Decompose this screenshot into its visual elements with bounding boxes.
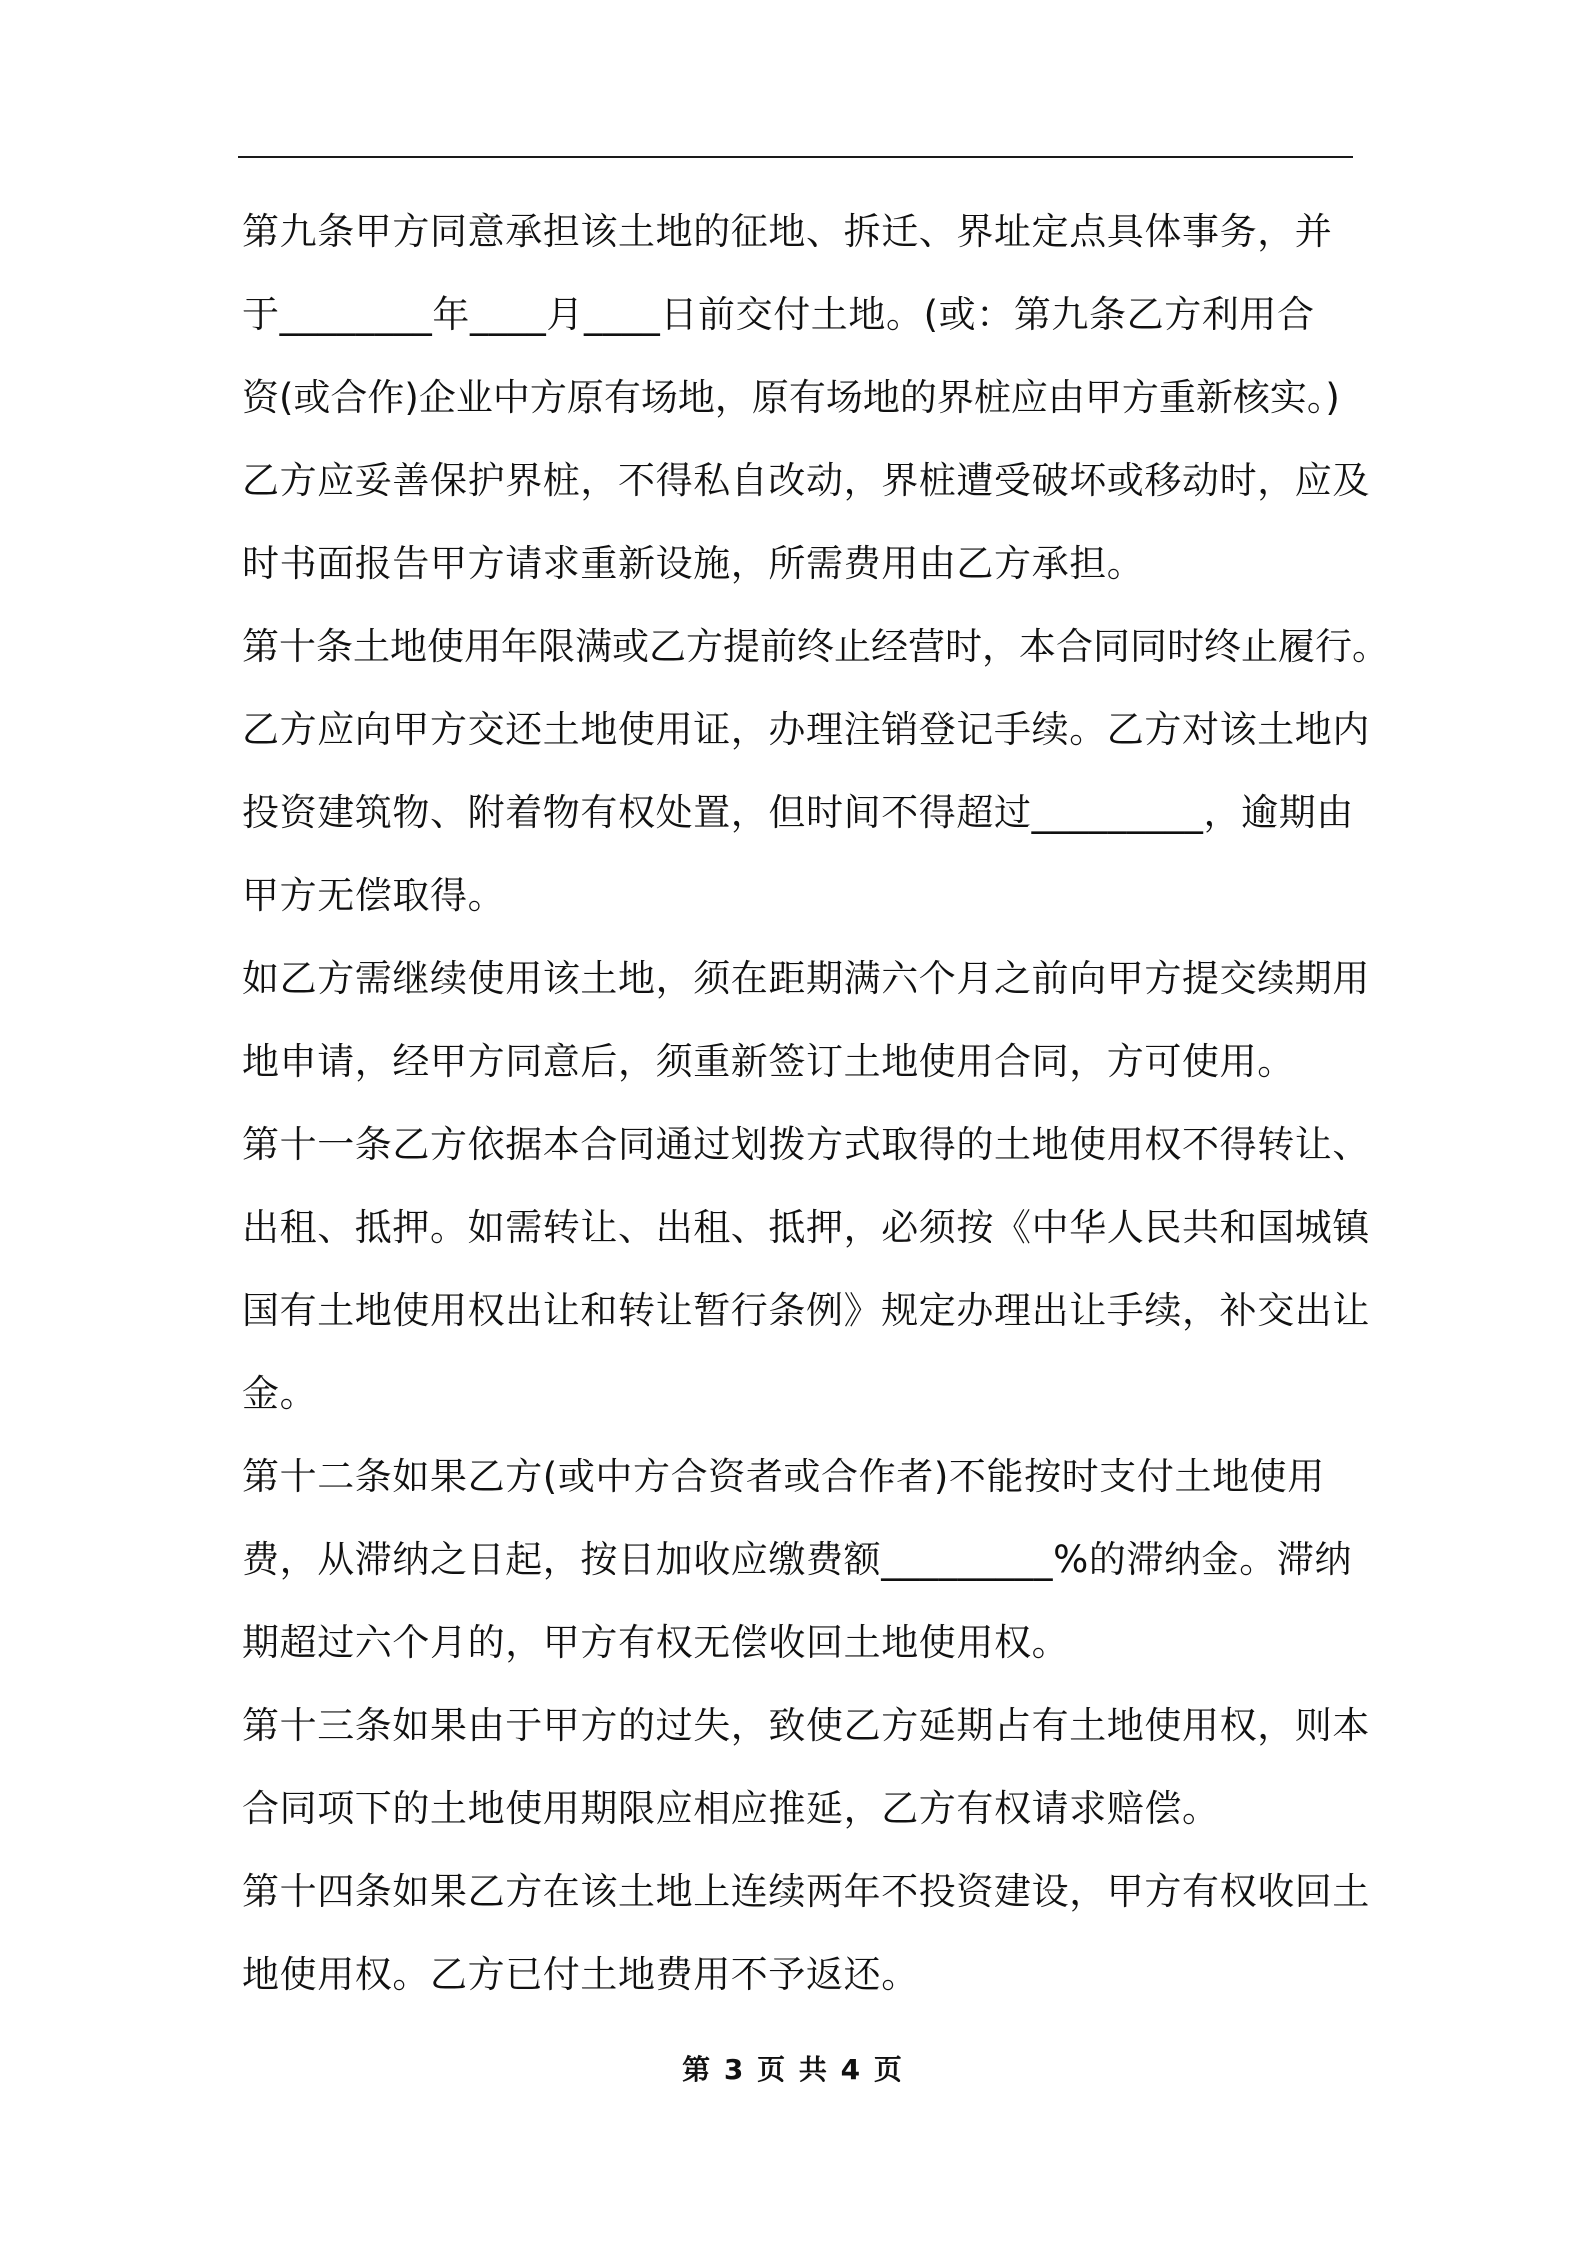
text-line: 地使用权。乙方已付土地费用不予返还。	[242, 1953, 919, 1996]
text-line: 时书面报告甲方请求重新设施，所需费用由乙方承担。	[242, 542, 1145, 585]
text-line: 投资建筑物、附着物有权处置，但时间不得超过_________，逾期由	[242, 791, 1354, 834]
text-line: 第十四条如果乙方在该土地上连续两年不投资建设，甲方有权收回土	[242, 1870, 1370, 1913]
text-line: 资(或合作)企业中方原有场地，原有场地的界桩应由甲方重新核实。)	[242, 376, 1340, 419]
text-line: 费，从滞纳之日起，按日加收应缴费额_________%的滞纳金。滞纳	[242, 1538, 1353, 1581]
text-line: 合同项下的土地使用期限应相应推延，乙方有权请求赔偿。	[242, 1787, 1220, 1830]
page-number: 第 3 页 共 4 页	[682, 2053, 904, 2086]
text-line: 于________年____月____日前交付土地。(或：第九条乙方利用合	[242, 293, 1315, 336]
text-line: 第十三条如果由于甲方的过失，致使乙方延期占有土地使用权，则本	[242, 1704, 1370, 1747]
text-line: 乙方应妥善保护界桩，不得私自改动，界桩遭受破坏或移动时，应及	[242, 459, 1370, 502]
header-rule	[238, 156, 1353, 158]
text-line: 乙方应向甲方交还土地使用证，办理注销登记手续。乙方对该土地内	[242, 708, 1370, 751]
text-line: 地申请，经甲方同意后，须重新签订土地使用合同，方可使用。	[242, 1040, 1295, 1083]
text-line: 第十条土地使用年限满或乙方提前终止经营时，本合同同时终止履行。	[242, 625, 1389, 668]
text-line: 如乙方需继续使用该土地，须在距期满六个月之前向甲方提交续期用	[242, 957, 1370, 1000]
text-line: 甲方无偿取得。	[242, 874, 506, 917]
text-line: 国有土地使用权出让和转让暂行条例》规定办理出让手续，补交出让	[242, 1289, 1370, 1332]
text-line: 第十二条如果乙方(或中方合资者或合作者)不能按时支付土地使用	[242, 1455, 1325, 1498]
contract-body	[242, 190, 1389, 2016]
text-line: 第九条甲方同意承担该土地的征地、拆迁、界址定点具体事务，并	[242, 210, 1333, 253]
text-line: 期超过六个月的，甲方有权无偿收回土地使用权。	[242, 1621, 1070, 1664]
text-line: 金。	[242, 1372, 318, 1415]
text-line: 第十一条乙方依据本合同通过划拨方式取得的土地使用权不得转让、	[242, 1123, 1370, 1166]
text-line: 出租、抵押。如需转让、出租、抵押，必须按《中华人民共和国城镇	[242, 1206, 1370, 1249]
